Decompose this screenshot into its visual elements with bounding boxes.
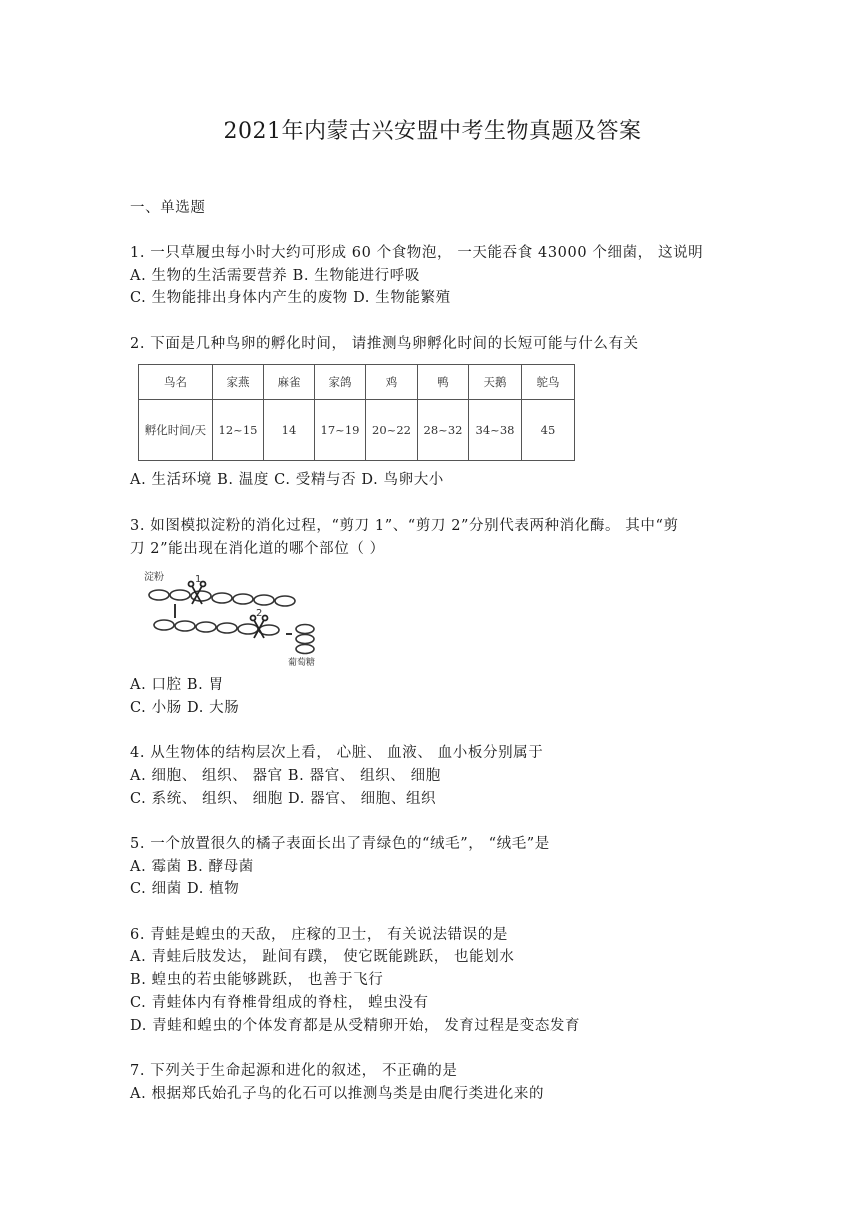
table-cell: 天鹅	[469, 365, 522, 400]
question-7-stem: 7. 下列关于生命起源和进化的叙述， 不正确的是	[130, 1063, 458, 1079]
table-cell: 鸵鸟	[522, 365, 575, 400]
question-6-stem: 6. 青蛙是蝗虫的天敌， 庄稼的卫士， 有关说法错误的是	[130, 927, 508, 943]
starch-chain-top	[149, 590, 295, 606]
question-4-options-ab: A. 细胞、 组织、 器官 B. 器官、 组织、 细胞	[130, 768, 441, 784]
table-cell: 17~19	[315, 400, 366, 461]
table-cell: 12~15	[213, 400, 264, 461]
table-cell: 28~32	[418, 400, 469, 461]
hatching-time-table	[138, 364, 575, 461]
table-cell: 鸡	[366, 365, 418, 400]
question-1-stem: 1. 一只草履虫每小时大约可形成 60 个食物泡， 一天能吞食 43000 个细菌， 这说明	[130, 245, 704, 261]
question-5-options-cd: C. 细菌 D. 植物	[130, 881, 240, 897]
section-heading: 一、单选题	[130, 200, 206, 216]
table-cell: 家鸽	[315, 365, 366, 400]
table-cell: 45	[522, 400, 575, 461]
question-4-stem: 4. 从生物体的结构层次上看， 心脏、 血液、 血小板分别属于	[130, 745, 544, 761]
question-3-stem-line2: 刀 2”能出现在消化道的哪个部位（ ）	[130, 541, 385, 557]
table-cell: 麻雀	[264, 365, 315, 400]
label-scissor-2: 2	[256, 608, 263, 619]
table-cell: 鸭	[418, 365, 469, 400]
question-5-stem: 5. 一个放置很久的橘子表面长出了青绿色的“绒毛”， “绒毛”是	[130, 836, 550, 852]
document-title: 2021年内蒙古兴安盟中考生物真题及答案	[223, 119, 642, 144]
label-starch: 淀粉	[144, 572, 164, 583]
question-3-options-ab: A. 口腔 B. 胃	[130, 677, 224, 693]
table-cell: 20~22	[366, 400, 418, 461]
question-4-options-cd: C. 系统、 组织、 细胞 D. 器官、 细胞、组织	[130, 791, 437, 807]
table-header-cell: 鸟名	[139, 365, 213, 400]
question-1-options-ab: A. 生物的生活需要营养 B. 生物能进行呼吸	[130, 268, 420, 284]
question-2-options: A. 生活环境 B. 温度 C. 受精与否 D. 鸟卵大小	[130, 472, 444, 488]
question-6-option-a: A. 青蛙后肢发达， 趾间有蹼， 使它既能跳跃， 也能划水	[130, 949, 515, 965]
question-2-stem: 2. 下面是几种鸟卵的孵化时间， 请推测鸟卵孵化时间的长短可能与什么有关	[130, 336, 639, 352]
table-header-cell: 孵化时间/天	[139, 400, 213, 461]
question-6-option-b: B. 蝗虫的若虫能够跳跃， 也善于飞行	[130, 972, 384, 988]
table-row	[139, 365, 575, 400]
question-6-option-c: C. 青蛙体内有脊椎骨组成的脊柱， 蝗虫没有	[130, 995, 429, 1011]
question-3-stem-line1: 3. 如图模拟淀粉的消化过程，“剪刀 1”、“剪刀 2”分别代表两种消化酶。 其中“剪	[130, 518, 679, 534]
label-glucose: 葡萄糖	[288, 658, 316, 668]
glucose-molecules	[296, 625, 314, 654]
question-6-option-d: D. 青蛙和蝗虫的个体发育都是从受精卵开始， 发育过程是变态发育	[130, 1018, 581, 1034]
question-5-options-ab: A. 霉菌 B. 酵母菌	[130, 859, 254, 875]
question-7-option-a: A. 根据郑氏始孔子鸟的化石可以推测鸟类是由爬行类进化来的	[130, 1086, 545, 1102]
question-3-options-cd: C. 小肠 D. 大肠	[130, 700, 240, 716]
table-cell: 家燕	[213, 365, 264, 400]
table-row	[139, 400, 575, 461]
starch-digestion-diagram	[140, 568, 340, 670]
label-scissor-1: 1	[195, 574, 202, 585]
table-cell: 34~38	[469, 400, 522, 461]
table-cell: 14	[264, 400, 315, 461]
question-1-options-cd: C. 生物能排出身体内产生的废物 D. 生物能繁殖	[130, 290, 451, 306]
